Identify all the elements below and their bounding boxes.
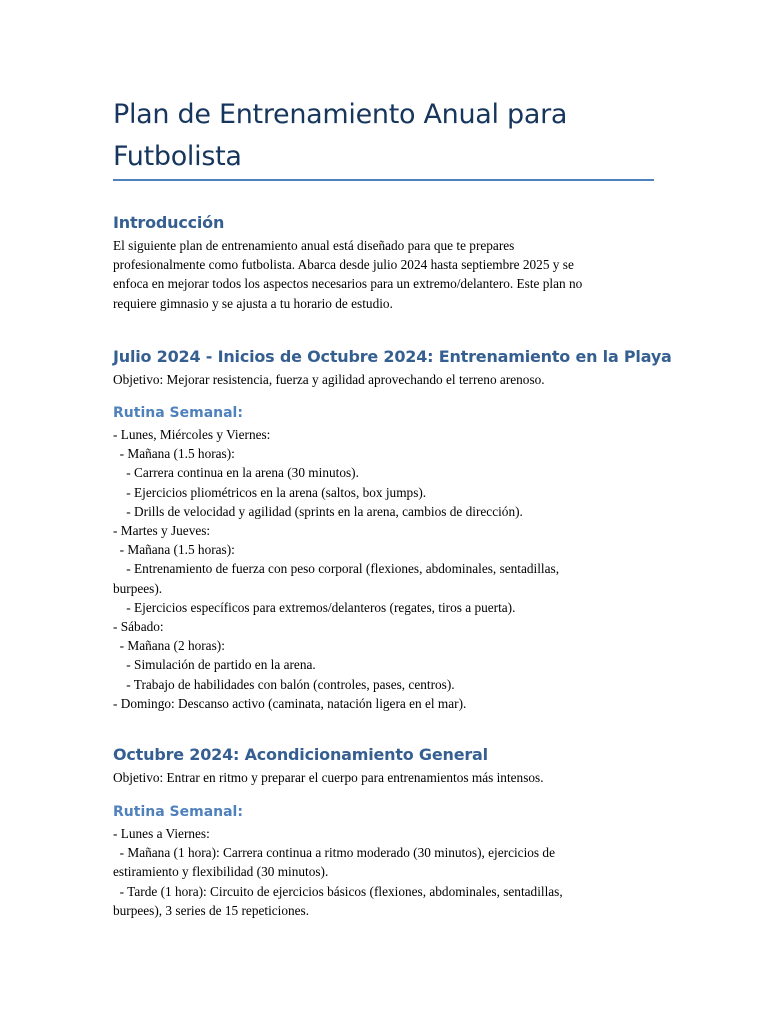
section1-routine-heading: Rutina Semanal: [113,405,243,421]
document-title: Plan de Entrenamiento Anual para Futbolista [113,99,568,172]
section1-heading: Julio 2024 - Inicios de Octubre 2024: Entrenamiento en la Playa [113,347,672,366]
title-underline [113,179,654,181]
section2-heading: Octubre 2024: Acondicionamiento General [113,745,488,764]
section2-objective: Objetivo: Entrar en ritmo y preparar el cuerpo para entrenamientos más intensos. [113,770,544,785]
section2-routine-list: - Lunes a Viernes: - Mañana (1 hora): Carrera continua a ritmo moderado (30 minutos), ejercicios de estiramiento y flexibilidad (30 minutos). - Tarde (1 hora): Circuito de ejercicios básicos (flexiones, abdominales, sentadillas, burpees), 3 series de 15 repeticiones. [113,826,563,918]
intro-heading: Introducción [113,213,225,232]
section1-objective: Objetivo: Mejorar resistencia, fuerza y agilidad aprovechando el terreno arenoso. [113,372,545,387]
section1-routine-list: - Lunes, Miércoles y Viernes: - Mañana (1.5 horas): - Carrera continua en la arena (30 minutos). - Ejercicios pliométricos en la arena (saltos, box jumps). - Drills de velocidad y agilidad (sprints en la arena, cambios de dirección). - Martes y Jueves: - Mañana (1.5 horas): - Entrenamiento de fuerza con peso corporal (flexiones, abdominales, sentadillas, burpees). - Ejercicios específicos para extremos/delanteros (regates, tiros a puerta). - Sábado: - Mañana (2 horas): - Simulación de partido en la arena. - Trabajo de habilidades con balón (controles, pases, centros). - Domingo: Descanso activo (caminata, natación ligera en el mar). [113,427,560,711]
section2-routine-heading: Rutina Semanal: [113,804,243,820]
intro-paragraph: El siguiente plan de entrenamiento anual está diseñado para que te prepares profesionalmente como futbolista. Abarca desde julio 2024 hasta septiembre 2025 y se enfoca en mejorar todos los aspectos necesarios para un extremo/delantero. Este plan no requiere gimnasio y se ajusta a tu horario de estudio. [113,238,583,311]
